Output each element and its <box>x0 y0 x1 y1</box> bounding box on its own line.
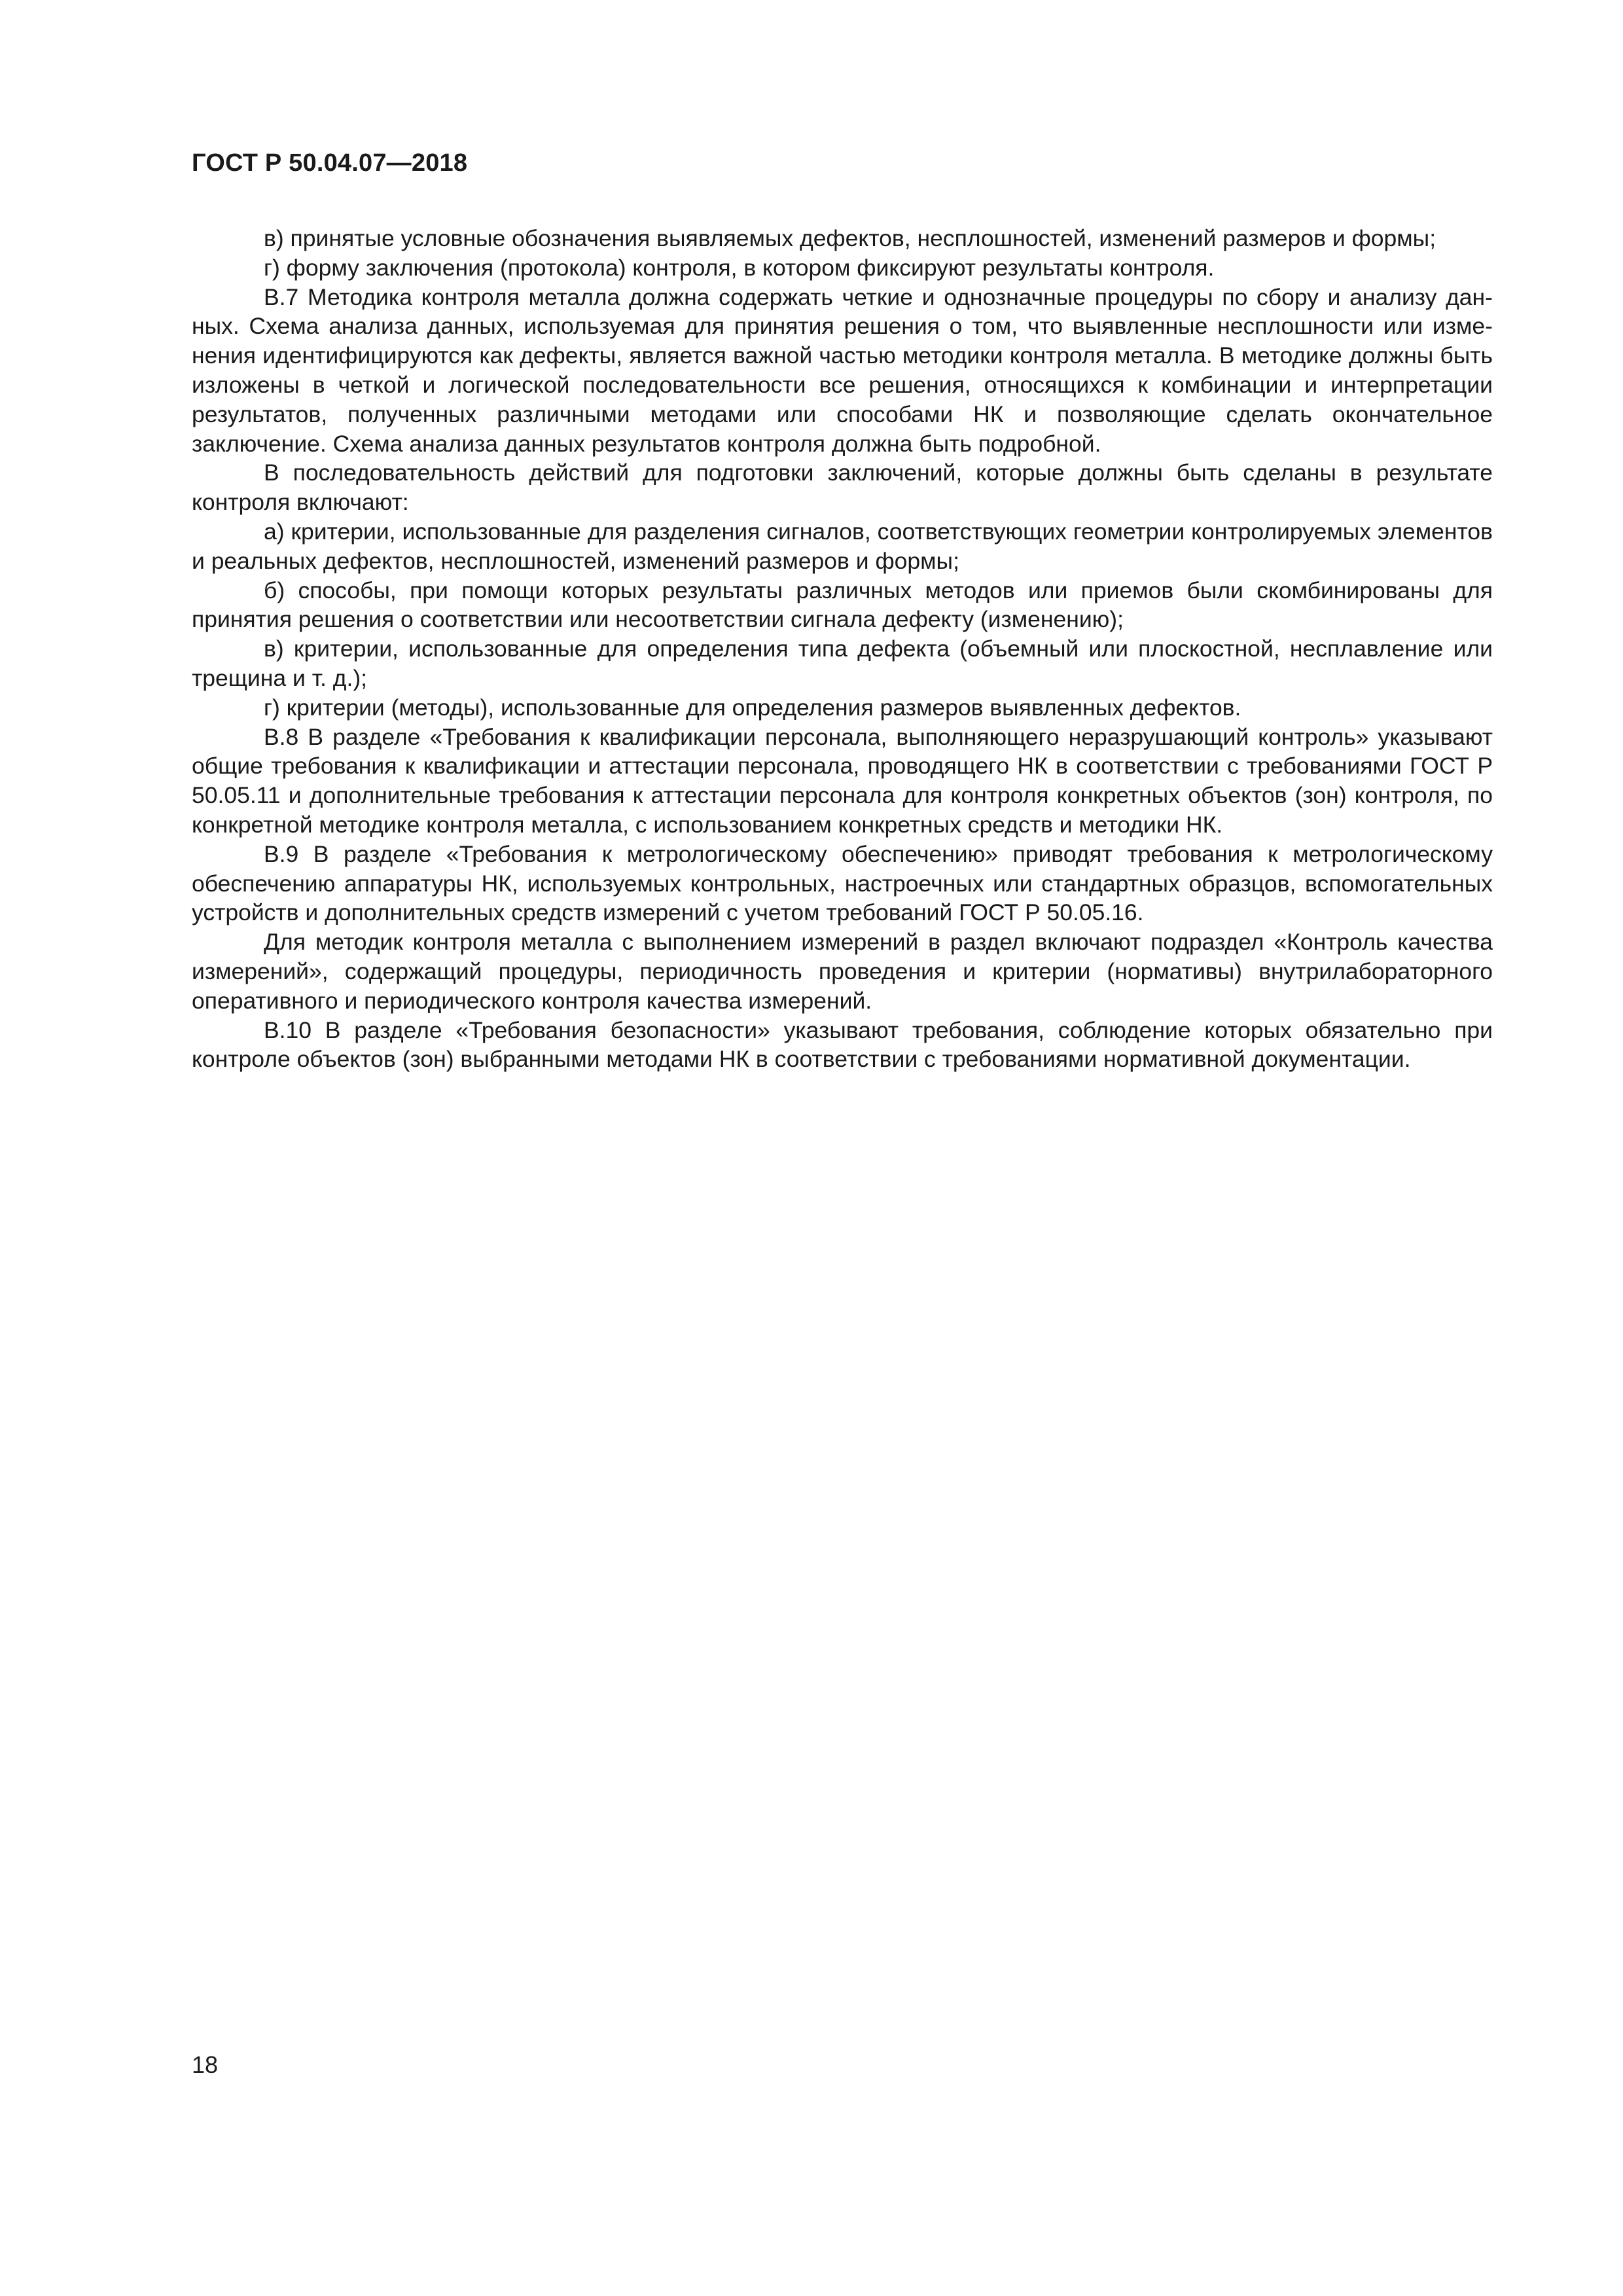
paragraph-measurement-quality: Для методик контроля металла с выполнением измерений в раздел включают подраздел «Контроль качества измерений», содержащий процедуры, периодичность проведения и критерии (нормативы) внутрилабораторного оперативного и периодического контроля качества измерений. <box>192 929 1493 1014</box>
paragraph-list-item-g: г) форму заключения (протокола) контроля, в котором фиксируют результаты контроля. <box>264 254 1215 281</box>
paragraph-section-b8: В.8 В разделе «Требования к квалификации персонала, выполняющего неразрушающий контроль» указывают общие требования к квалификации и аттестации персонала, проводящего НК в соответствии с требованиями ГОСТ Р 50.05.11 и дополнительные требования к аттестации персонала для контроля конкретных объектов (зон) контроля, по конкретной методике контроля металла, с использованием конкретных средств и методики НК. <box>192 723 1493 838</box>
paragraph-list-item-a: а) критерии, использованные для разделения сигналов, соответствующих геометрии контролируемых элементов и реальных дефектов, несплошностей, изменений размеров и формы; <box>192 518 1493 574</box>
paragraph-section-b9: В.9 В разделе «Требования к метрологическому обеспечению» приводят требования к метрологическому обеспечению аппаратуры НК, используемых контрольных, настроечных или стандартных образцов, вспомогательных устройств и дополнительных средств измерений с учетом требований ГОСТ Р 50.05.16. <box>192 840 1493 926</box>
paragraph-list-item-v: в) принятые условные обозначения выявляемых дефектов, несплошностей, изменений размеров и формы; <box>264 225 1436 251</box>
page-number: 18 <box>192 2051 219 2078</box>
paragraph-sequence-intro: В последовательность действий для подготовки заключений, которые должны быть сделаны в результате контроля включают: <box>192 459 1493 516</box>
paragraph-section-b7: В.7 Методика контроля металла должна содержать четкие и однозначные процедуры по сбору и анализу данных. Схема анализа данных, используемая для принятия решения о том, что выявленные несплошности или изменения идентифицируются как дефекты, является важной частью методики контроля металла. В методике должны быть изложены в четкой и логической последовательности все решения, относящихся к комбинации и интерпретации результатов, полученных различными методами или способами НК и позволяющие сделать окончательное заключение. Схема анализа данных результатов контроля должна быть подробной. <box>192 283 1493 457</box>
document-header-standard-code: ГОСТ Р 50.04.07—2018 <box>192 149 468 177</box>
document-body <box>192 224 1493 1074</box>
paragraph-list-item-v2: в) критерии, использованные для определения типа дефекта (объемный или плоскостной, несплавление или трещина и т. д.); <box>192 636 1493 691</box>
paragraph-list-item-b: б) способы, при помощи которых результаты различных методов или приемов были скомбинированы для принятия решения о соответствии или несоответствии сигнала дефекту (изменению); <box>192 577 1493 633</box>
paragraph-list-item-g2: г) критерии (методы), использованные для определения размеров выявленных дефектов. <box>264 694 1241 721</box>
paragraph-section-b10: В.10 В разделе «Требования безопасности» указывают требования, соблюдение которых обязательно при контроле объектов (зон) выбранными методами НК в соответствии с требованиями нормативной документации. <box>192 1016 1493 1073</box>
